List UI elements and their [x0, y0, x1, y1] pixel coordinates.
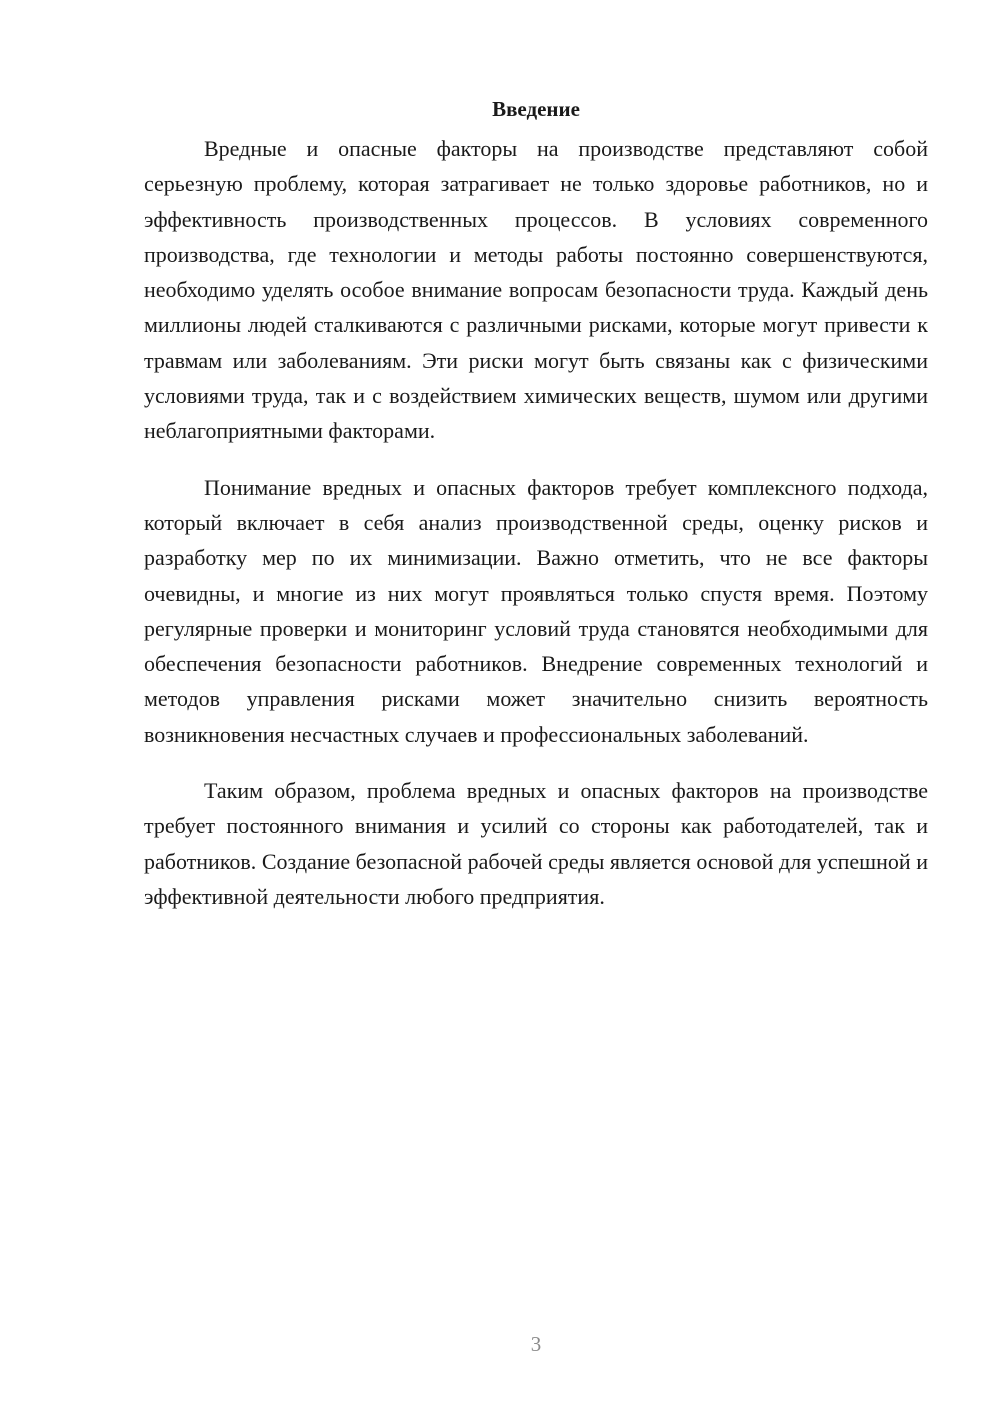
paragraph-3: Таким образом, проблема вредных и опасных факторов на производстве требует постоянного внимания и усилий со стороны как работодателей, так и работников. Создание безопасной рабочей среды является основой для успешной и эффективной деятельности любого предприятия.: [144, 778, 928, 909]
section-title: Введение: [492, 97, 580, 121]
paragraph-2: Понимание вредных и опасных факторов требует комплексного подхода, который включает в себя анализ производственной среды, оценку рисков и разработку мер по их минимизации. Важно отметить, что не все факторы очевидны, и многие из них могут проявляться только спустя время. Поэтому регулярные проверки и мониторинг условий труда становятся необходимыми для обеспечения безопасности работников. Внедрение современных технологий и методов управления рисками может значительно снизить вероятность возникновения несчастных случаев и профессиональных заболеваний.: [144, 474, 928, 747]
document-page: [144, 92, 928, 935]
page-number: 3: [530, 1332, 542, 1356]
paragraph-1: Вредные и опасные факторы на производстве представляют собой серьезную проблему, которая затрагивает не только здоровье работников, но и эффективность производственных процессов. В условиях современного производства, где технологии и методы работы постоянно совершенствуются, необходимо уделять особое внимание вопросам безопасности труда. Каждый день миллионы людей сталкиваются с различными рисками, которые могут привести к травмам или заболеваниям. Эти риски могут быть связаны как с физическими условиями труда, так и с воздействием химических веществ, шумом или другими неблагоприятными факторами.: [144, 136, 928, 444]
